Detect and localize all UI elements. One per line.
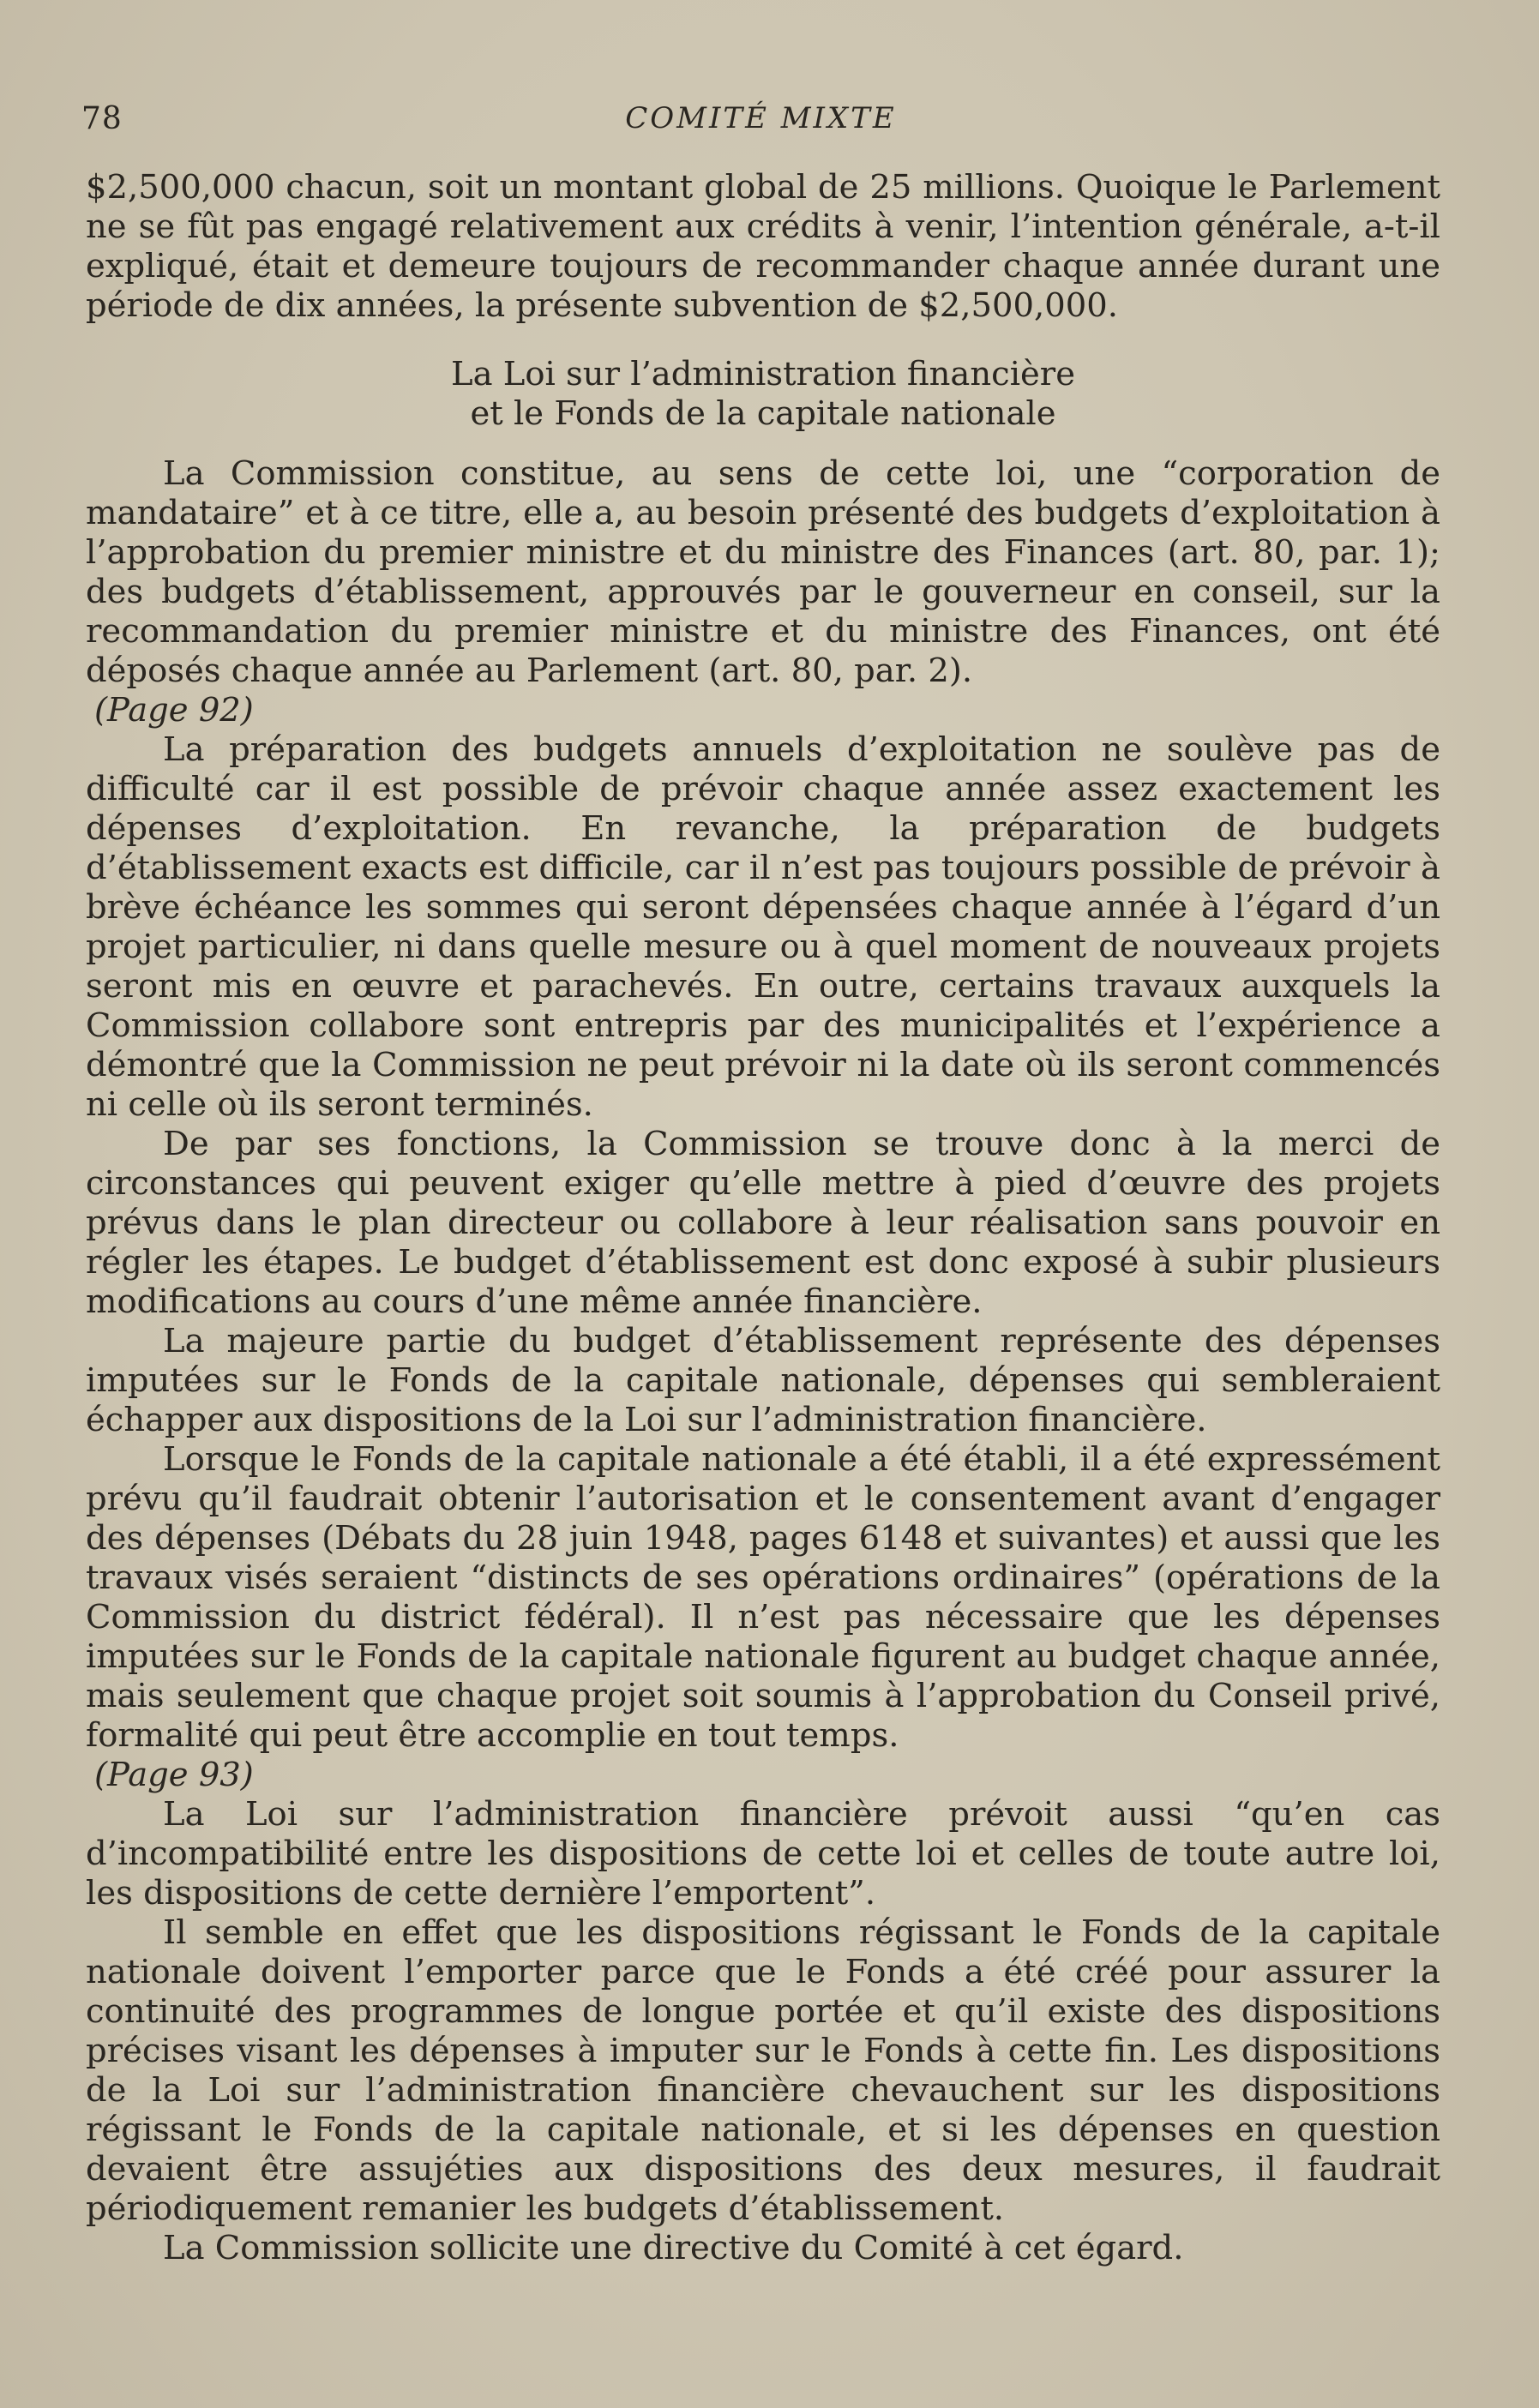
section-heading-line-2: et le Fonds de la capitale nationale	[470, 394, 1056, 433]
paragraph-commission: La Commission constitue, au sens de cette loi, une “corporation de mandataire” et à ce titre, elle a, au besoin présenté des budgets d’exploitation à l’approbation du premier ministre et du ministre des Finances (art. 80, par. 1); des budgets d’établissement, approuvés par le gouverneur en conseil, sur la recommandation du premier ministre et du ministre des Finances, ont été déposés chaque année au Parlement (art. 80, par. 2).	[86, 454, 1440, 690]
page-header	[81, 101, 1440, 153]
section-heading-line-1: La Loi sur l’administration financière	[451, 355, 1075, 393]
paragraph-il-semble: Il semble en effet que les dispositions régissant le Fonds de la capitale nationale doivent l’emporter parce que le Fonds a été créé pour assurer la continuité des programmes de longue portée et qu’il existe des dispositions précises visant les dépenses à imputer sur le Fonds à cette fin. Les dispositions de la Loi sur l’administration financière chevauchent sur les dispositions régissant le Fonds de la capitale nationale, et si les dépenses en question devaient être assujéties aux dispositions des deux mesures, il faudrait périodiquement remanier les budgets d’établissement.	[86, 1913, 1440, 2228]
intro-paragraph: $2,500,000 chacun, soit un montant global de 25 millions. Quoique le Parlement ne se fût pas engagé relativement aux crédits à venir, l’intention générale, a-t-il expliqué, était et demeure toujours de recommander chaque année durant une période de dix années, la présente subvention de $2,500,000.	[86, 168, 1440, 325]
page-reference-93: (Page 93)	[94, 1756, 254, 1794]
running-title: COMITÉ MIXTE	[625, 101, 897, 135]
page-number: 78	[81, 101, 123, 136]
page-reference-92: (Page 92)	[94, 691, 254, 730]
paragraph-majeure: La majeure partie du budget d’établissement représente des dépenses imputées sur le Fonds de la capitale nationale, dépenses qui sembleraient échapper aux dispositions de la Loi sur l’administration financière.	[86, 1322, 1440, 1439]
document-body	[86, 168, 1440, 2268]
section-heading	[86, 355, 1440, 434]
paragraph-lorsque: Lorsque le Fonds de la capitale nationale a été établi, il a été expressément prévu qu’il faudrait obtenir l’autorisation et le consentement avant d’engager des dépenses (Débats du 28 juin 1948, pages 6148 et suivantes) et aussi que les travaux visés seraient “distincts de ses opérations ordinaires” (opérations de la Commission du district fédéral). Il n’est pas nécessaire que les dépenses imputées sur le Fonds de la capitale nationale figurent au budget chaque année, mais seulement que chaque projet soit soumis à l’approbation du Conseil privé, formalité qui peut être accomplie en tout temps.	[86, 1440, 1440, 1755]
paragraph-preparation: La préparation des budgets annuels d’exploitation ne soulève pas de difficulté car il est possible de prévoir chaque année assez exactement les dépenses d’exploitation. En revanche, la préparation de budgets d’établissement exacts est difficile, car il n’est pas toujours possible de prévoir à brève échéance les sommes qui seront dépensées chaque année à l’égard d’un projet particulier, ni dans quelle mesure ou à quel moment de nouveaux projets seront mis en œuvre et parachevés. En outre, certains travaux auxquels la Commission collabore sont entrepris par des municipalités et l’expérience a démontré que la Commission ne peut prévoir ni la date où ils seront commencés ni celle où ils seront terminés.	[86, 730, 1440, 1124]
paragraph-directive: La Commission sollicite une directive du Comité à cet égard.	[163, 2229, 1184, 2267]
paragraph-fonctions: De par ses fonctions, la Commission se trouve donc à la merci de circonstances qui peuvent exiger qu’elle mettre à pied d’œuvre des projets prévus dans le plan directeur ou collabore à leur réalisation sans pouvoir en régler les étapes. Le budget d’établissement est donc exposé à subir plusieurs modifications au cours d’une même année financière.	[86, 1125, 1440, 1321]
paragraph-loi-prevoit: La Loi sur l’administration financière prévoit aussi “qu’en cas d’incompatibilité entre les dispositions de cette loi et celles de toute autre loi, les dispositions de cette dernière l’emportent”.	[86, 1795, 1440, 1913]
